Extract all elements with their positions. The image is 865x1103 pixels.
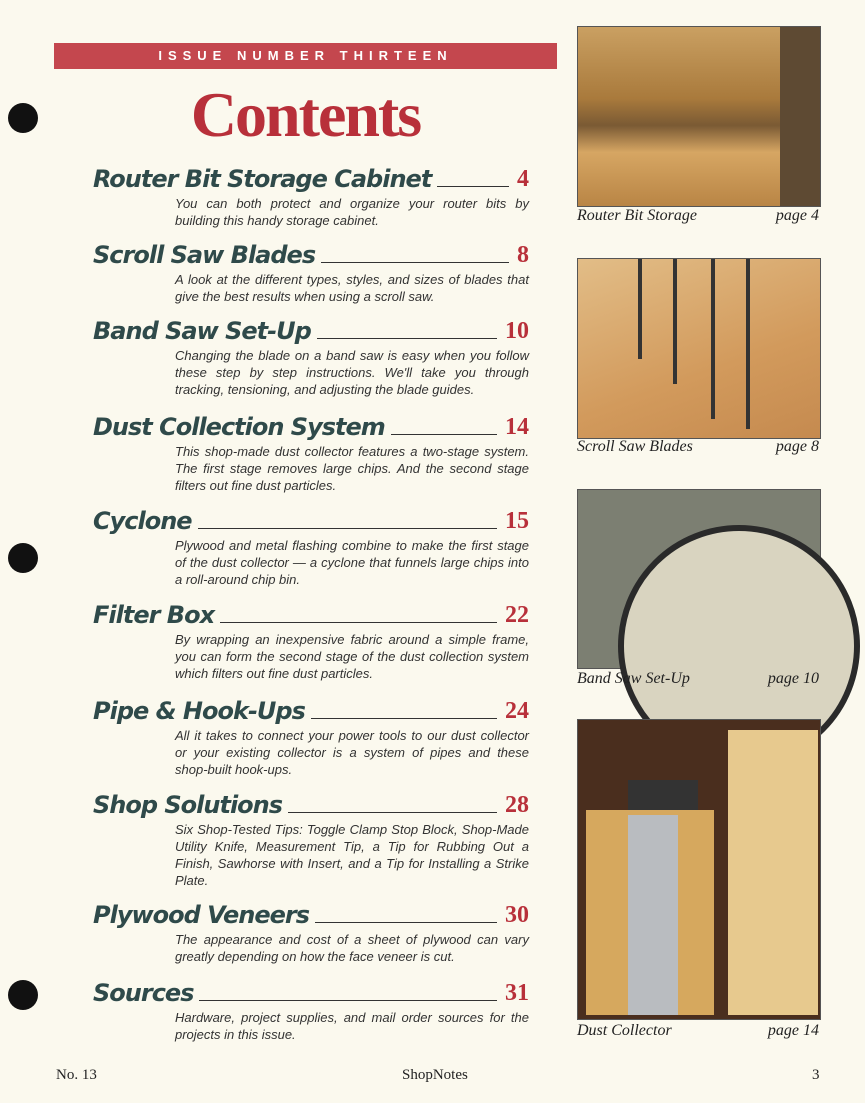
router-bit-storage-photo [577, 26, 821, 207]
toc-entry [93, 413, 529, 494]
entry-title: Plywood Veneers [93, 901, 310, 929]
leader-line [199, 1000, 497, 1001]
magazine-name: ShopNotes [402, 1067, 468, 1083]
entry-description: Changing the blade on a band saw is easy when you follow these step by step instructions. We'll take you through tracking, tensioning, and adjusting the blade guides. [175, 348, 529, 397]
issue-number: No. 13 [56, 1067, 97, 1083]
entry-description: Hardware, project supplies, and mail order sources for the projects in this issue. [175, 1010, 529, 1042]
photo-caption: Scroll Saw Blades page 8 [577, 438, 819, 455]
binder-hole [8, 980, 38, 1010]
page-title: Contents [190, 79, 421, 150]
leader-line [317, 338, 497, 339]
leader-line [437, 186, 509, 187]
page-number: 3 [812, 1067, 820, 1083]
entry-page: 15 [505, 508, 529, 534]
photo-caption: Dust Collector page 14 [577, 1022, 819, 1039]
entry-page: 22 [505, 602, 529, 628]
scroll-saw-blades-photo [577, 258, 821, 439]
entry-page: 4 [517, 166, 529, 192]
toc-entry [93, 901, 529, 965]
entry-title: Filter Box [93, 601, 215, 629]
leader-line [311, 718, 497, 719]
entry-title: Dust Collection System [93, 413, 385, 441]
entry-page: 30 [505, 902, 529, 928]
toc-entry [93, 979, 529, 1043]
entry-description: This shop-made dust collector features a two-stage system. The first stage removes large chips. And the second stage filters out fine dust particles. [175, 444, 529, 493]
entry-page: 31 [505, 980, 529, 1006]
entry-title: Band Saw Set-Up [93, 317, 311, 345]
entry-page: 14 [505, 414, 529, 440]
entry-description: You can both protect and organize your router bits by building this handy storage cabinet. [175, 196, 529, 228]
entry-title: Pipe & Hook-Ups [93, 697, 305, 725]
entry-page: 10 [505, 318, 529, 344]
entry-description: Plywood and metal flashing combine to make the first stage of the dust collector — a cyclone that funnels large chips into a roll-around chip bin. [175, 538, 529, 587]
entry-page: 8 [517, 242, 529, 268]
leader-line [220, 622, 497, 623]
issue-banner: ISSUE NUMBER THIRTEEN [54, 43, 557, 69]
entry-title: Shop Solutions [93, 791, 283, 819]
leader-line [321, 262, 509, 263]
photo-caption: Router Bit Storage page 4 [577, 207, 819, 224]
toc-entry [93, 317, 529, 398]
entry-title: Sources [93, 979, 194, 1007]
binder-hole [8, 543, 38, 573]
entry-description: All it takes to connect your power tools to our dust collector or your existing collector is a system of pipes and these shop-built hook-ups. [175, 728, 529, 777]
entry-title: Cyclone [93, 507, 192, 535]
entry-description: By wrapping an inexpensive fabric around a simple frame, you can form the second stage of the dust collection system which filters out fine dust particles. [175, 632, 529, 681]
leader-line [391, 434, 497, 435]
entry-page: 24 [505, 698, 529, 724]
leader-line [315, 922, 497, 923]
entry-page: 28 [505, 792, 529, 818]
entry-description: A look at the different types, styles, and sizes of blades that give the best results when using a scroll saw. [175, 272, 529, 304]
entry-title: Scroll Saw Blades [93, 241, 316, 269]
leader-line [198, 528, 497, 529]
toc-entry [93, 241, 529, 305]
toc-entry [93, 165, 529, 229]
binder-hole [8, 103, 38, 133]
toc-entry [93, 601, 529, 682]
dust-collector-photo [577, 719, 821, 1020]
entry-description: The appearance and cost of a sheet of plywood can vary greatly depending on how the face veneer is cut. [175, 932, 529, 964]
entry-title: Router Bit Storage Cabinet [93, 165, 432, 193]
entry-description: Six Shop-Tested Tips: Toggle Clamp Stop Block, Shop-Made Utility Knife, Measurement Tip, a Tip for Rubbing Out a Finish, Sawhorse with Insert, and a Tip for Installing a Strike Plate. [175, 822, 529, 888]
toc-entry [93, 507, 529, 588]
leader-line [288, 812, 497, 813]
toc-entry [93, 791, 529, 889]
band-saw-photo [577, 489, 821, 669]
photo-caption: Band Saw Set-Up page 10 [577, 670, 819, 687]
toc-entry [93, 697, 529, 778]
